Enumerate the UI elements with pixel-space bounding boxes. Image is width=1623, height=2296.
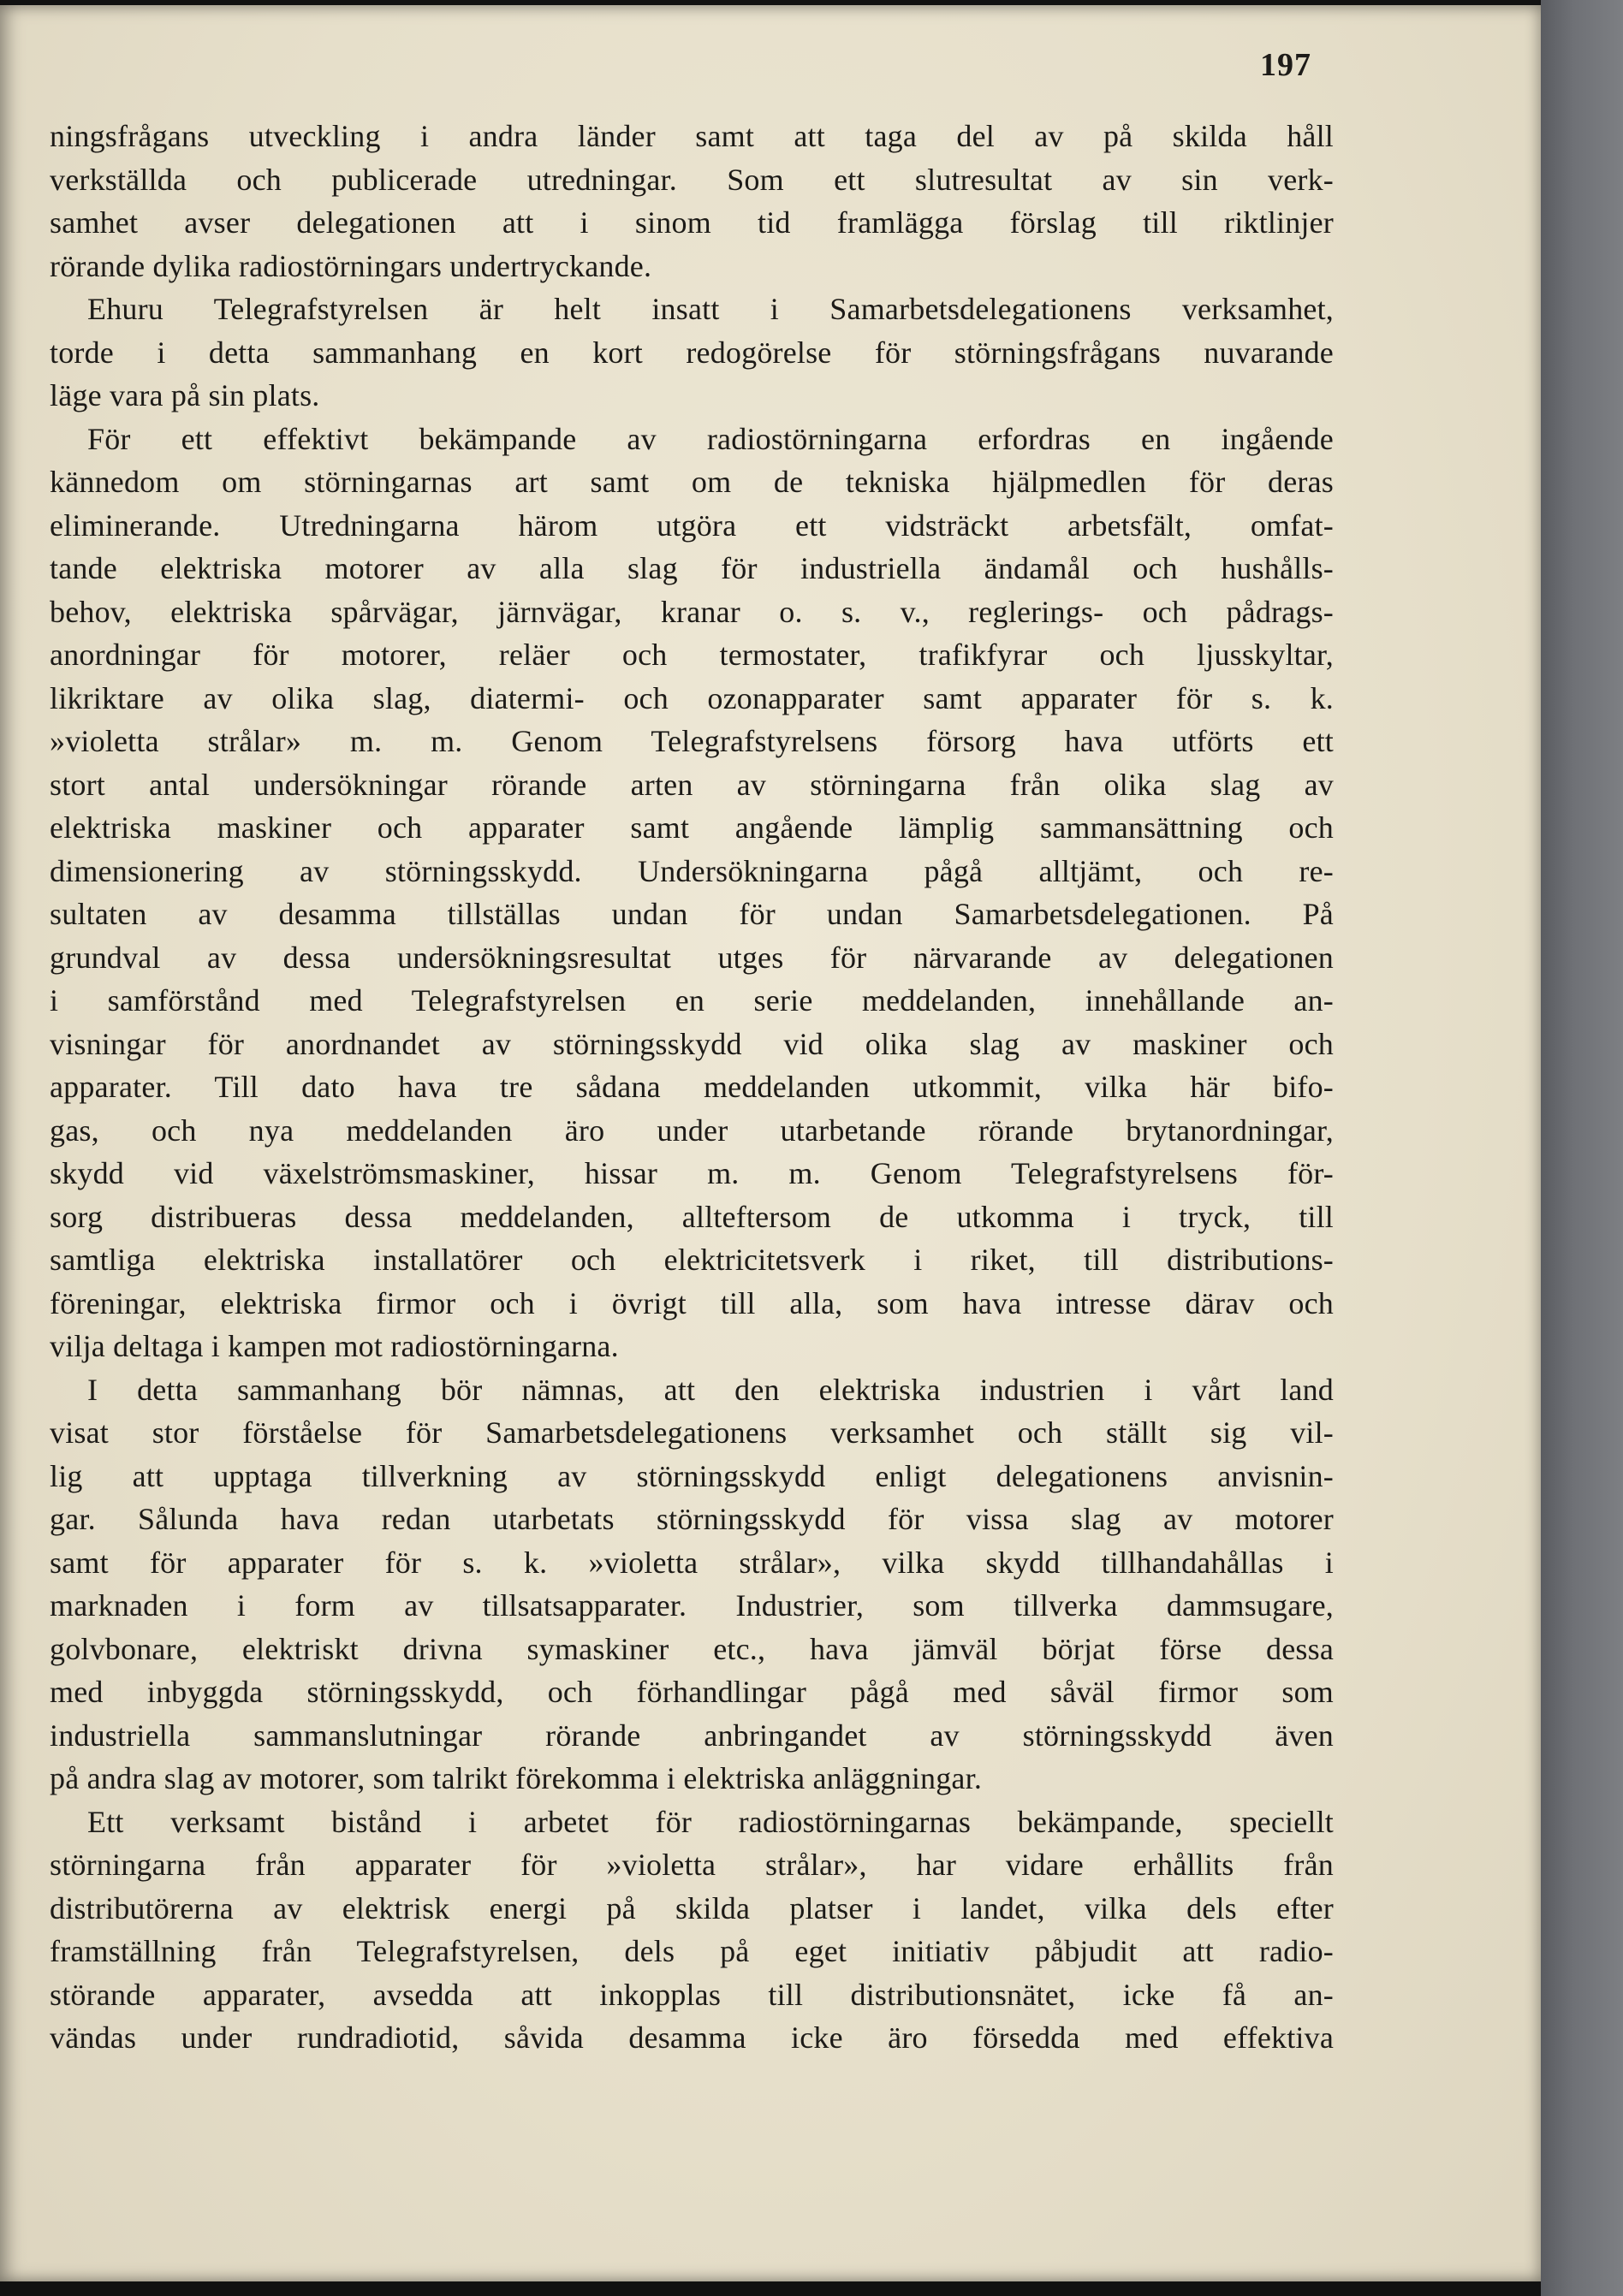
- text-line: samhet avser delegationen att i sinom tid framlägga förslag till riktlinjer: [50, 205, 1334, 240]
- text-line: störande apparater, avsedda att inkopplas till distributionsnätet, icke få an-: [50, 1977, 1334, 2012]
- text-line: För ett effektivt bekämpande av radiostörningarna erfordras en ingående: [87, 421, 1334, 456]
- text-line: föreningar, elektriska firmor och i övrigt till alla, som hava intresse därav och: [50, 1285, 1334, 1320]
- document-page: [0, 5, 1541, 2281]
- text-line: I detta sammanhang bör nämnas, att den elektriska industrien i vårt land: [87, 1372, 1334, 1407]
- text-line: gas, och nya meddelanden äro under utarbetande rörande brytanordningar,: [50, 1112, 1334, 1148]
- scan-margin-strip: [1541, 0, 1623, 2296]
- text-line: visningar för anordnandet av störningsskydd vid olika slag av maskiner och: [50, 1026, 1334, 1061]
- text-line: sorg distribueras dessa meddelanden, allteftersom de utkomma i tryck, till: [50, 1199, 1334, 1234]
- text-line: Ehuru Telegrafstyrelsen är helt insatt i Samarbetsdelegationens verksamhet,: [87, 292, 1334, 326]
- text-line: apparater. Till dato hava tre sådana meddelanden utkommit, vilka här bifo-: [50, 1070, 1334, 1104]
- text-line: samtliga elektriska installatörer och elektricitetsverk i riket, till distributions-: [50, 1243, 1334, 1277]
- text-line: stort antal undersökningar rörande arten av störningarna från olika slag av: [50, 767, 1334, 802]
- text-line: anordningar för motorer, reläer och termostater, trafikfyrar och ljusskyltar,: [50, 638, 1334, 672]
- text-line: läge vara på sin plats.: [50, 378, 320, 412]
- page-number: 197: [1260, 47, 1311, 83]
- text-line: behov, elektriska spårvägar, järnvägar, kranar o. s. v., reglerings- och pådrags-: [50, 594, 1334, 629]
- text-line: golvbonare, elektriskt drivna symaskiner etc., hava jämväl börjat förse dessa: [50, 1631, 1334, 1666]
- text-line: sultaten av desamma tillställas undan för undan Samarbetsdelegationen. På: [50, 897, 1334, 931]
- text-line: lig att upptaga tillverkning av störningsskydd enligt delegationens anvisnin-: [50, 1458, 1334, 1493]
- text-line: Ett verksamt bistånd i arbetet för radiostörningarnas bekämpande, speciellt: [87, 1804, 1334, 1839]
- text-line: grundval av dessa undersökningsresultat utges för närvarande av delegationen: [50, 940, 1334, 975]
- text-line: torde i detta sammanhang en kort redogörelse för störningsfrågans nuvarande: [50, 335, 1334, 370]
- text-line: likriktare av olika slag, diatermi- och ozonapparater samt apparater för s. k.: [50, 680, 1334, 715]
- text-line: vändas under rundradiotid, såvida desamma icke äro försedda med effektiva: [50, 2020, 1334, 2055]
- text-line: ningsfrågans utveckling i andra länder samt att taga del av på skilda håll: [50, 119, 1334, 153]
- text-line: kännedom om störningarnas art samt om de tekniska hjälpmedlen för deras: [50, 465, 1334, 499]
- text-line: på andra slag av motorer, som talrikt förekomma i elektriska anläggningar.: [50, 1761, 983, 1795]
- text-line: marknaden i form av tillsatsapparater. Industrier, som tillverka dammsugare,: [50, 1588, 1334, 1623]
- text-line: »violetta strålar» m. m. Genom Telegrafstyrelsens försorg hava utförts ett: [50, 724, 1334, 758]
- text-line: verkställda och publicerade utredningar. Som ett slutresultat av sin verk-: [50, 162, 1334, 197]
- text-line: tande elektriska motorer av alla slag för industriella ändamål och hushålls-: [50, 551, 1334, 585]
- text-line: eliminerande. Utredningarna härom utgöra ett vidsträckt arbetsfält, omfat-: [50, 507, 1334, 543]
- text-line: med inbyggda störningsskydd, och förhandlingar pågå med såväl firmor som: [50, 1675, 1334, 1709]
- text-line: skydd vid växelströmsmaskiner, hissar m. m. Genom Telegrafstyrelsens för-: [50, 1156, 1334, 1190]
- body-text: [50, 115, 1334, 2060]
- text-line: dimensionering av störningsskydd. Undersökningarna pågå alltjämt, och re-: [50, 853, 1334, 888]
- text-line: i samförstånd med Telegrafstyrelsen en serie meddelanden, innehållande an-: [50, 983, 1334, 1017]
- text-line: gar. Sålunda hava redan utarbetats störningsskydd för vissa slag av motorer: [50, 1502, 1334, 1536]
- text-line: rörande dylika radiostörningars undertryckande.: [50, 248, 652, 283]
- text-line: visat stor förståelse för Samarbetsdelegationens verksamhet och ställt sig vil-: [50, 1415, 1334, 1450]
- text-line: framställning från Telegrafstyrelsen, dels på eget initiativ påbjudit att radio-: [50, 1934, 1334, 1968]
- text-line: störningarna från apparater för »violetta strålar», har vidare erhållits från: [50, 1848, 1334, 1882]
- text-line: vilja deltaga i kampen mot radiostörningarna.: [50, 1329, 619, 1363]
- text-line: samt för apparater för s. k. »violetta strålar», vilka skydd tillhandahållas i: [50, 1545, 1334, 1580]
- text-line: elektriska maskiner och apparater samt angående lämplig sammansättning och: [50, 810, 1334, 845]
- text-line: distributörerna av elektrisk energi på skilda platser i landet, vilka dels efter: [50, 1890, 1334, 1925]
- text-line: industriella sammanslutningar rörande anbringandet av störningsskydd även: [50, 1718, 1334, 1753]
